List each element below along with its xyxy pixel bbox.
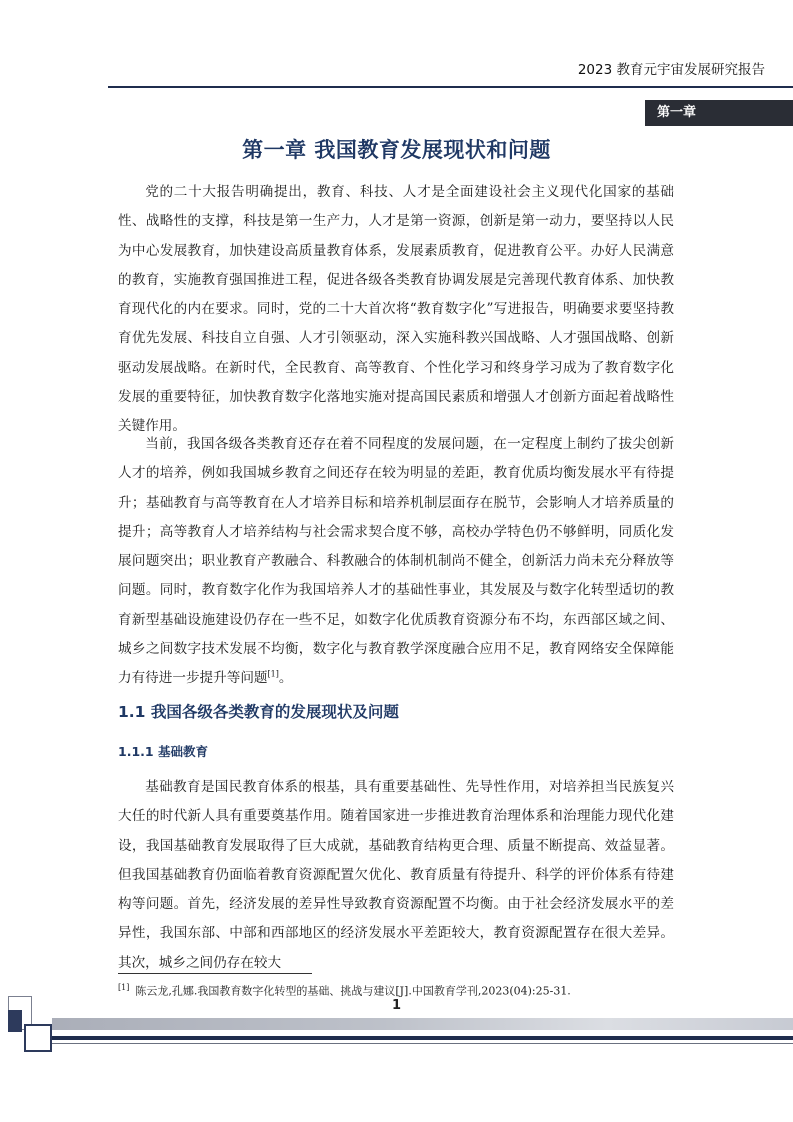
header-rule	[108, 86, 793, 88]
running-header-title: 2023 教育元宇宙发展研究报告	[577, 62, 765, 78]
footnote-reference[interactable]: [1]	[267, 669, 279, 679]
paragraph-basic-education: 基础教育是国民教育体系的根基，具有重要基础性、先导性作用，对培养担当民族复兴大任的时代新人具有重要奠基作用。随着国家进一步推进教育治理体系和治理能力现代化建设，我国基础教育发展取得了巨大成就，基础教育结构更合理、质量不断提高、效益显著。但我国基础教育仍面临着教育资源配置欠优化、教育质量有待提升、科学的评价体系有待建构等问题。首先，经济发展的差异性导致教育资源配置不均衡。由于社会经济发展水平的差异性，我国东部、中部和西部地区的经济发展水平差距较大，教育资源配置存在很大差异。其次，城乡之间仍存在较大	[118, 779, 674, 971]
chapter-title: 第一章 我国教育发展现状和问题	[242, 138, 551, 162]
footer-decor-square-outline-bottom	[24, 1024, 52, 1052]
footer-decor-band	[52, 1018, 793, 1030]
subsection-heading: 1.1.1 基础教育	[118, 744, 208, 759]
footer-decor-square-dark	[8, 1010, 22, 1032]
footnote-marker: [1]	[118, 983, 130, 992]
chapter-tab: 第一章	[645, 100, 793, 126]
paragraph-problems-end: 。	[278, 670, 293, 687]
footnote-rule	[118, 973, 312, 974]
section-heading: 1.1 我国各级各类教育的发展现状及问题	[118, 703, 399, 721]
footer-rule	[52, 1036, 793, 1040]
paragraph-problems	[118, 430, 674, 694]
footnote-text: 陈云龙,孔娜.我国教育数字化转型的基础、挑战与建议[J].中国教育学刊,2023(04):25-31.	[135, 984, 571, 998]
paragraph-problems-text: 当前，我国各级各类教育还存在着不同程度的发展问题，在一定程度上制约了拔尖创新人才的培养，例如我国城乡教育之间还存在较为明显的差距，教育优质均衡发展水平有待提升；基础教育与高等教育在人才培养目标和培养机制层面存在脱节，会影响人才培养质量的提升；高等教育人才培养结构与社会需求契合度不够，高校办学特色仍不够鲜明，同质化发展问题突出；职业教育产教融合、科教融合的体制机制尚不健全，创新活力尚未充分释放等问题。同时，教育数字化作为我国培养人才的基础性事业，其发展及与数字化转型适切的教育新型基础设施建设仍存在一些不足，如数字化优质教育资源分布不均，东西部区域之间、城乡之间数字技术发展不均衡，数字化与教育教学深度融合应用不足，教育网络安全保障能力有待进一步提升等问题	[118, 436, 674, 687]
footer-rule-thin	[52, 1043, 793, 1044]
page-number: 1	[391, 998, 402, 1013]
paragraph-intro: 党的二十大报告明确提出，教育、科技、人才是全面建设社会主义现代化国家的基础性、战略性的支撑，科技是第一生产力，人才是第一资源，创新是第一动力，要坚持以人民为中心发展教育，加快建设高质量教育体系，发展素质教育，促进教育公平。办好人民满意的教育，实施教育强国推进工程，促进各级各类教育协调发展是完善现代教育体系、加快教育现代化的内在要求。同时，党的二十大首次将“教育数字化”写进报告，明确要求要坚持教育优先发展、科技自立自强、人才引领驱动，深入实施科教兴国战略、人才强国战略、创新驱动发展战略。在新时代，全民教育、高等教育、个性化学习和终身学习成为了教育数字化发展的重要特征，加快教育数字化落地实施对提高国民素质和增强人才创新方面起着战略性关键作用。	[118, 184, 674, 435]
